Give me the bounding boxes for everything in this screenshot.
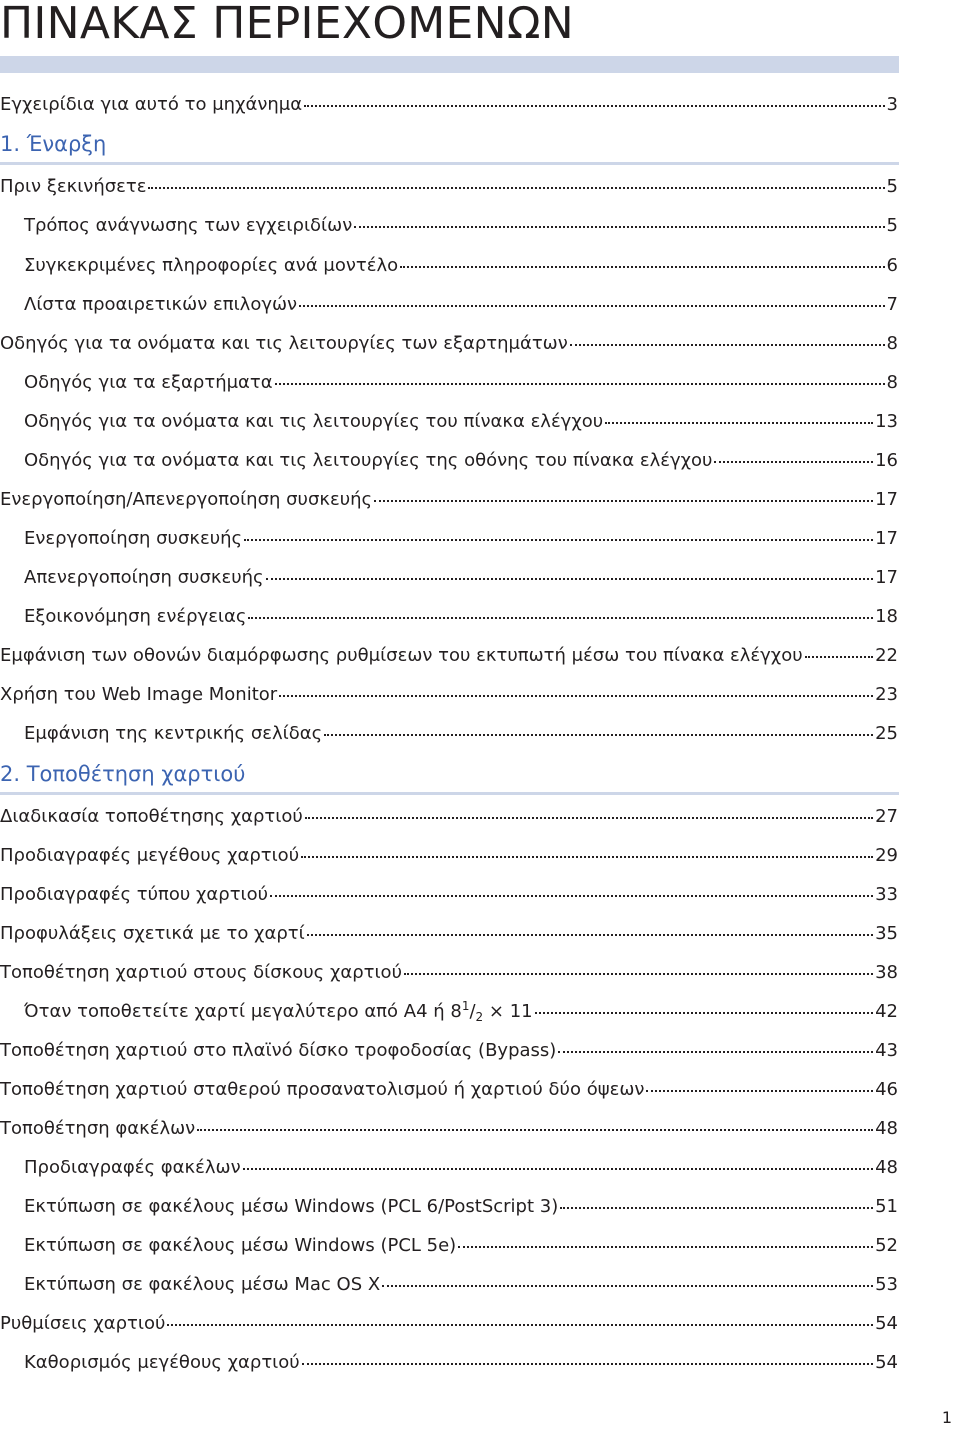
dot-leader [299, 305, 884, 307]
toc-entry[interactable] [0, 684, 898, 706]
toc-entry-label: Συγκεκριμένες πληροφορίες ανά μοντέλο [24, 255, 399, 276]
dot-leader [404, 973, 873, 975]
toc-entry-label: Προφυλάξεις σχετικά με το χαρτί [0, 923, 305, 944]
dot-leader [805, 656, 873, 658]
toc-entry-page: 29 [875, 845, 898, 866]
dot-leader [270, 895, 873, 897]
toc-entry-page: 43 [875, 1040, 898, 1061]
toc-entry-label: Οδηγός για τα ονόματα και τις λειτουργίες του πίνακα ελέγχου [24, 411, 604, 432]
toc-subentry[interactable] [24, 1274, 898, 1296]
dot-leader [374, 500, 873, 502]
chapter-heading[interactable]: 1. Έναρξη [0, 132, 107, 156]
toc-entry[interactable] [0, 923, 898, 945]
toc-entry-label: Τρόπος ανάγνωσης των εγχειριδίων [24, 215, 353, 236]
dot-leader [560, 1207, 873, 1209]
toc-entry-page: 51 [875, 1196, 898, 1217]
dot-leader [305, 817, 873, 819]
toc-entry-label: Εμφάνιση των οθονών διαμόρφωσης ρυθμίσεων του εκτυπωτή μέσω του πίνακα ελέγχου [0, 645, 803, 666]
toc-entry-label: Οδηγός για τα εξαρτήματα [24, 372, 273, 393]
toc-subentry[interactable] [24, 372, 898, 394]
toc-entry-label: Εξοικονόμηση ενέργειας [24, 606, 247, 627]
toc-entry-page: 27 [875, 806, 898, 827]
chapter-rule [0, 162, 899, 165]
toc-entry-label: Προδιαγραφές τύπου χαρτιού [0, 884, 269, 905]
dot-leader [248, 617, 873, 619]
page-number: 1 [941, 1408, 952, 1427]
toc-entry-page: 38 [875, 962, 898, 983]
dot-leader [266, 578, 873, 580]
toc-entry-label: Καθορισμός μεγέθους χαρτιού [24, 1352, 300, 1373]
toc-entry[interactable] [0, 176, 898, 198]
fraction-denominator: 2 [475, 1010, 484, 1024]
dot-leader [167, 1324, 873, 1326]
toc-entry-page: 8 [886, 333, 898, 354]
toc-entry-page: 17 [875, 567, 898, 588]
toc-entry[interactable] [0, 845, 898, 867]
toc-entry[interactable] [0, 962, 898, 984]
toc-entry[interactable] [0, 806, 898, 828]
dot-leader [243, 1168, 873, 1170]
toc-entry-page: 23 [875, 684, 898, 705]
toc-entry-page: 33 [875, 884, 898, 905]
dot-leader [279, 695, 873, 697]
toc-entry-label: Εγχειρίδια για αυτό το μηχάνημα [0, 94, 303, 115]
toc-entry-label: Εκτύπωση σε φακέλους μέσω Windows (PCL 5e) [24, 1235, 457, 1256]
toc-entry-label: Οδηγός για τα ονόματα και τις λειτουργίες των εξαρτημάτων [0, 333, 568, 354]
toc-entry-label: Εκτύπωση σε φακέλους μέσω Mac OS X [24, 1274, 381, 1295]
toc-entry-page: 13 [875, 411, 898, 432]
toc-entry-page: 5 [886, 176, 898, 197]
dot-leader [558, 1051, 873, 1053]
dot-leader [148, 187, 884, 189]
toc-entry[interactable] [0, 1079, 898, 1101]
dot-leader [302, 1363, 873, 1365]
toc-entry-label: Ρυθμίσεις χαρτιού [0, 1313, 166, 1334]
toc-entry-page: 42 [875, 1001, 898, 1022]
toc-entry-page: 17 [875, 528, 898, 549]
toc-entry-page: 53 [875, 1274, 898, 1295]
toc-subentry[interactable] [24, 411, 898, 433]
dot-leader [382, 1285, 873, 1287]
toc-entry[interactable] [0, 1040, 898, 1062]
toc-entry-label: Τοποθέτηση χαρτιού στους δίσκους χαρτιού [0, 962, 402, 983]
dot-leader [535, 1012, 873, 1014]
toc-subentry[interactable] [24, 528, 898, 550]
toc-entry-label: Εκτύπωση σε φακέλους μέσω Windows (PCL 6/PostScript 3) [24, 1196, 559, 1217]
toc-entry-label: Ενεργοποίηση συσκευής [24, 528, 243, 549]
toc-entry-page: 3 [886, 94, 898, 115]
toc-entry-page: 46 [875, 1079, 898, 1100]
toc-entry-label: Εμφάνιση της κεντρικής σελίδας [24, 723, 323, 744]
dot-leader [714, 461, 873, 463]
fraction-slash: / [469, 1001, 476, 1022]
toc-entry[interactable] [0, 1313, 898, 1335]
dot-leader [307, 934, 873, 936]
label-text: Όταν τοποθετείτε χαρτί μεγαλύτερο από A4 ή 8 [24, 1001, 462, 1022]
toc-entry-label: Προδιαγραφές φακέλων [24, 1157, 241, 1178]
toc-entry[interactable] [0, 645, 898, 667]
toc-subentry[interactable] [24, 294, 898, 316]
toc-entry-page: 48 [875, 1157, 898, 1178]
toc-entry-page: 54 [875, 1352, 898, 1373]
toc-entry-label: Οδηγός για τα ονόματα και τις λειτουργίες της οθόνης του πίνακα ελέγχου [24, 450, 713, 471]
dot-leader [354, 226, 884, 228]
toc-subentry[interactable] [24, 1157, 898, 1179]
toc-entry-page: 52 [875, 1235, 898, 1256]
toc-entry[interactable] [0, 333, 898, 355]
dot-leader [646, 1090, 873, 1092]
dot-leader [458, 1246, 873, 1248]
dot-leader [570, 344, 885, 346]
toc-subentry[interactable] [24, 1235, 898, 1257]
toc-entry[interactable] [0, 94, 898, 116]
toc-subentry[interactable] [24, 1196, 898, 1218]
toc-entry-label: Απενεργοποίηση συσκευής [24, 567, 264, 588]
toc-entry-label: Τοποθέτηση χαρτιού σταθερού προσανατολισμού ή χαρτιού δύο όψεων [0, 1079, 645, 1100]
toc-entry-page: 18 [875, 606, 898, 627]
chapter-rule [0, 792, 899, 795]
toc-entry[interactable] [0, 1118, 898, 1140]
toc-subentry[interactable] [24, 723, 898, 745]
toc-entry-label: Χρήση του Web Image Monitor [0, 684, 278, 705]
toc-entry-page: 25 [875, 723, 898, 744]
dot-leader [197, 1129, 873, 1131]
toc-entry-label: Τοποθέτηση χαρτιού στο πλαϊνό δίσκο τροφοδοσίας (Bypass) [0, 1040, 557, 1061]
toc-subentry[interactable] [24, 1001, 898, 1024]
dot-leader [400, 266, 884, 268]
toc-entry-page: 6 [886, 255, 898, 276]
toc-entry-label: Ενεργοποίηση/Απενεργοποίηση συσκευής [0, 489, 373, 510]
title-rule [0, 56, 899, 73]
toc-entry-page: 35 [875, 923, 898, 944]
toc-entry-page: 5 [886, 215, 898, 236]
toc-entry-label: Τοποθέτηση φακέλων [0, 1118, 196, 1139]
toc-subentry[interactable] [24, 450, 898, 472]
dot-leader [275, 383, 885, 385]
dot-leader [605, 422, 873, 424]
toc-subentry[interactable] [24, 1352, 898, 1374]
toc-subentry[interactable] [24, 567, 898, 589]
toc-entry[interactable] [0, 884, 898, 906]
label-text-end: × 11 [483, 1001, 533, 1022]
fraction-numerator: 1 [461, 999, 470, 1013]
toc-entry[interactable] [0, 489, 898, 511]
toc-entry-label: Λίστα προαιρετικών επιλογών [24, 294, 298, 315]
toc-subentry[interactable] [24, 606, 898, 628]
dot-leader [304, 105, 884, 107]
toc-subentry[interactable] [24, 215, 898, 237]
toc-entry-page: 16 [875, 450, 898, 471]
toc-entry-page: 17 [875, 489, 898, 510]
toc-entry-page: 48 [875, 1118, 898, 1139]
chapter-heading[interactable]: 2. Τοποθέτηση χαρτιού [0, 762, 246, 786]
toc-entry-page: 8 [886, 372, 898, 393]
toc-entry-label: Προδιαγραφές μεγέθους χαρτιού [0, 845, 300, 866]
page-title: ΠΙΝΑΚΑΣ ΠΕΡΙΕΧΟΜΕΝΩΝ [0, 0, 575, 49]
toc-entry-label: Πριν ξεκινήσετε [0, 176, 147, 197]
dot-leader [301, 856, 873, 858]
toc-subentry[interactable] [24, 255, 898, 277]
toc-entry-label: Διαδικασία τοποθέτησης χαρτιού [0, 806, 303, 827]
dot-leader [244, 539, 873, 541]
toc-entry-page: 22 [875, 645, 898, 666]
dot-leader [324, 734, 873, 736]
toc-entry-page: 7 [886, 294, 898, 315]
toc-entry-page: 54 [875, 1313, 898, 1334]
toc-entry-label [24, 1001, 533, 1024]
